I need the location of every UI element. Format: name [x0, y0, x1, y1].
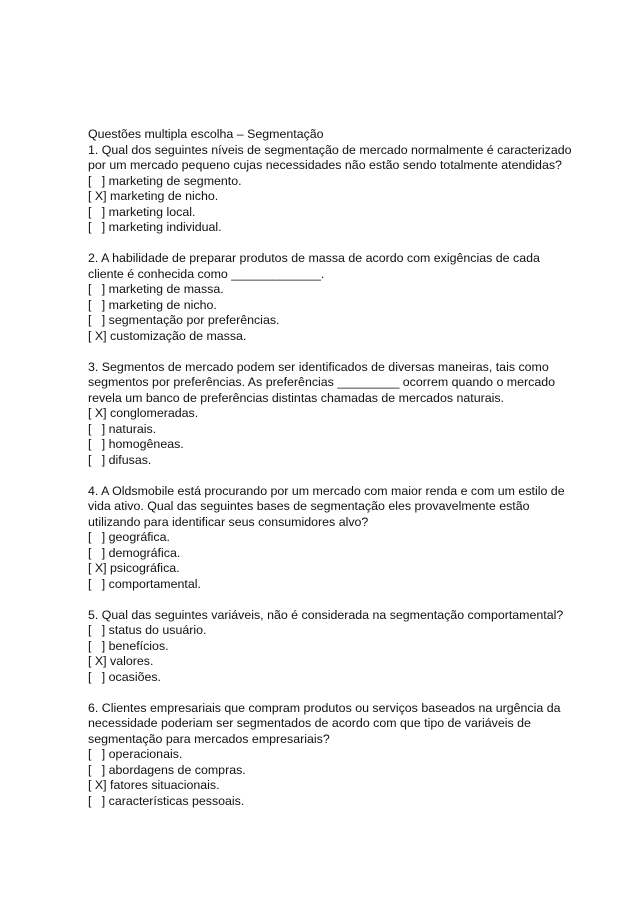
question-3: [88, 360, 608, 469]
question-2-text-line-2: cliente é conhecida como _____________.: [88, 266, 325, 281]
question-3-text-line-1: 3. Segmentos de mercado podem ser identificados de diversas maneiras, tais como: [88, 359, 549, 374]
question-3-option-b: [ ] naturais.: [88, 421, 157, 436]
question-5-option-d: [ ] ocasiões.: [88, 669, 162, 684]
question-1-text-line-1: 1. Qual dos seguintes níveis de segmentação de mercado normalmente é caracterizado: [88, 142, 572, 157]
question-2-option-d: [ X] customização de massa.: [88, 328, 247, 343]
question-6-option-a: [ ] operacionais.: [88, 747, 183, 761]
paragraph-gap: [88, 236, 608, 252]
question-4-option-d: [ ] comportamental.: [88, 576, 201, 591]
paragraph-gap: [88, 468, 608, 484]
question-2-option-c: [ ] segmentação por preferências.: [88, 313, 280, 327]
question-4-text-line-3: utilizando para identificar seus consumidores alvo?: [88, 514, 369, 529]
question-1-text-line-2: por um mercado pequeno cujas necessidades não estão sendo totalmente atendidas?: [88, 158, 562, 172]
question-3-option-c: [ ] homogêneas.: [88, 437, 184, 451]
question-5-option-b: [ ] benefícios.: [88, 638, 169, 653]
question-5-text-line-1: 5. Qual das seguintes variáveis, não é considerada na segmentação comportamental?: [88, 607, 564, 622]
question-1: [88, 143, 608, 236]
question-2-text-line-1: 2. A habilidade de preparar produtos de massa de acordo com exigências de cada: [88, 251, 540, 265]
question-2-option-b: [ ] marketing de nicho.: [88, 297, 217, 312]
question-1-option-a: [ ] marketing de segmento.: [88, 173, 242, 188]
question-4: [88, 484, 608, 593]
question-6-option-b: [ ] abordagens de compras.: [88, 762, 246, 777]
paragraph-gap: [88, 592, 608, 608]
question-5-option-a: [ ] status do usuário.: [88, 623, 207, 637]
paragraph-gap: [88, 685, 608, 701]
question-3-text-line-3: revela um banco de preferências distintas chamadas de mercados naturais.: [88, 390, 504, 405]
question-4-option-a: [ ] geográfica.: [88, 530, 170, 544]
question-5-option-c: [ X] valores.: [88, 654, 154, 668]
question-1-option-d: [ ] marketing individual.: [88, 220, 222, 234]
document-page: [88, 127, 608, 809]
paragraph-gap: [88, 344, 608, 360]
question-4-option-c: [ X] psicográfica.: [88, 561, 180, 575]
question-4-text-line-2: vida ativo. Qual das seguintes bases de segmentação eles provavelmente estão: [88, 499, 530, 513]
question-4-option-b: [ ] demográfica.: [88, 545, 181, 560]
question-3-text-line-2: segmentos por preferências. As preferências _________ ocorrem quando o mercado: [88, 375, 555, 389]
question-6-option-c: [ X] fatores situacionais.: [88, 778, 220, 792]
question-6-text-line-3: segmentação para mercados empresariais?: [88, 731, 330, 746]
question-2: [88, 251, 608, 344]
question-1-option-b: [ X] marketing de nicho.: [88, 189, 219, 203]
question-3-option-a: [ X] conglomeradas.: [88, 406, 199, 420]
question-5: [88, 608, 608, 686]
question-1-option-c: [ ] marketing local.: [88, 204, 196, 219]
question-6-text-line-1: 6. Clientes empresariais que compram produtos ou serviços baseados na urgência da: [88, 700, 561, 715]
question-6: [88, 701, 608, 810]
question-6-option-d: [ ] características pessoais.: [88, 793, 245, 808]
question-3-option-d: [ ] difusas.: [88, 452, 152, 467]
question-4-text-line-1: 4. A Oldsmobile está procurando por um mercado com maior renda e com um estilo de: [88, 483, 565, 498]
document-title: Questões multipla escolha – Segmentação: [88, 127, 324, 141]
question-2-option-a: [ ] marketing de massa.: [88, 282, 224, 296]
question-6-text-line-2: necessidade poderiam ser segmentados de acordo com que tipo de variáveis de: [88, 716, 531, 730]
